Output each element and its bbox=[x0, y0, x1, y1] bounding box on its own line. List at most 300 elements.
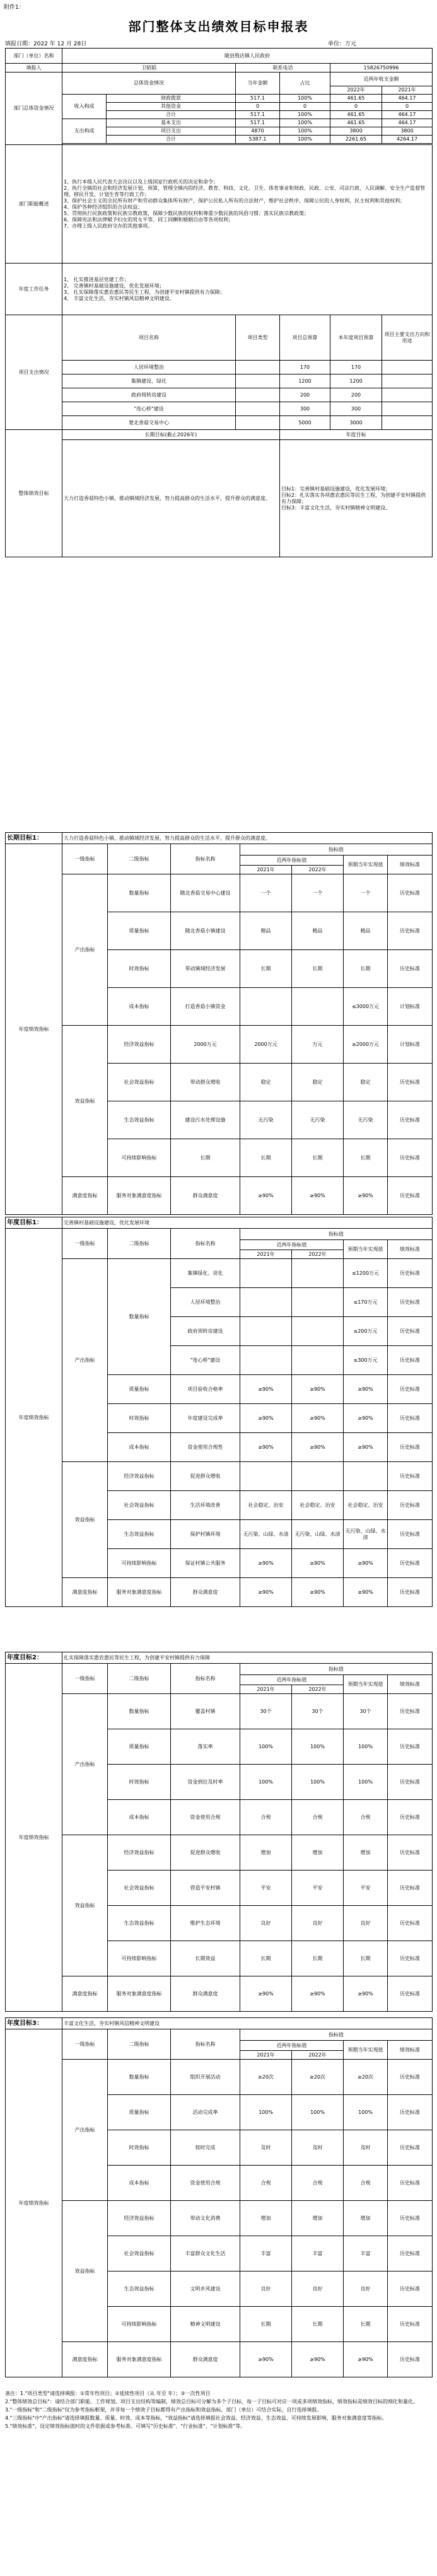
indicator-expected: ≥90% bbox=[344, 1578, 388, 1607]
indicator-name: 随北香菇交易中心建设 bbox=[171, 874, 240, 912]
indicator-expected: 无污染、山绿、水清 bbox=[344, 1520, 388, 1549]
indicator-value-2022: 及时 bbox=[292, 2130, 344, 2166]
header-target-value: 指标值 bbox=[240, 1664, 433, 1675]
indicator-expected: 一个 bbox=[344, 874, 388, 912]
project-year-budget: 200 bbox=[330, 388, 382, 402]
indicator-value-2021: 良好 bbox=[240, 2271, 292, 2307]
indicator-name: 2000万元 bbox=[171, 1026, 240, 1064]
indicator-value-2022: ≥90% bbox=[292, 1433, 344, 1462]
indicator-name: 年度建设完成率 bbox=[171, 1404, 240, 1433]
indicator-name: "连心桥"建设 bbox=[171, 1346, 240, 1375]
note-line: 备注：1."项目类型"请选择填报：①常年性项目；②延续性项目（从 年至 年）；③一次性项目 bbox=[5, 2391, 211, 2396]
indicator-value-2021: 社会稳定、治安 bbox=[240, 1491, 292, 1520]
indicator-value-2022: 良好 bbox=[292, 1906, 344, 1941]
indicator-expected: 增加 bbox=[344, 2201, 388, 2236]
indicator-standard: 历史标准 bbox=[388, 1101, 433, 1139]
indicator-value-2022: ≥20次 bbox=[292, 2060, 344, 2095]
indicator-value-2022: ≥90% bbox=[292, 2342, 344, 2377]
indicator-expected: ≤300万元 bbox=[344, 1346, 388, 1375]
income-row-name: 财政拨款 bbox=[107, 95, 236, 103]
project-name: 政府周转房建设 bbox=[62, 388, 236, 402]
indicator-level2: 社会效益指标 bbox=[108, 1871, 171, 1906]
indicator-value-2022: 增加 bbox=[292, 1835, 344, 1871]
project-type bbox=[236, 361, 280, 374]
project-detail bbox=[382, 388, 433, 402]
indicator-value-2021: ≥90% bbox=[240, 2342, 292, 2377]
indicator-value-2022: 稳定 bbox=[292, 1064, 344, 1101]
indicator-level2: 社会效益指标 bbox=[108, 2236, 171, 2271]
project-detail bbox=[382, 402, 433, 416]
indicator-level2: 可持续影响指标 bbox=[108, 2307, 171, 2342]
overview-year-2021: 2021年 bbox=[382, 86, 433, 95]
indicator-expected: ≥90% bbox=[344, 1375, 388, 1404]
indicator-level2: 成本指标 bbox=[108, 988, 171, 1026]
fill-date: 填报日期：2022 年 12 月 28日 bbox=[5, 41, 87, 47]
project-name: "连心桥"建设 bbox=[62, 402, 236, 416]
indicator-level1: 效益指标 bbox=[62, 1026, 108, 1177]
indicator-value-2021: ≥90% bbox=[240, 1177, 292, 1215]
expense-row-2021: 4264.17 bbox=[382, 136, 433, 144]
indicator-expected: 长期 bbox=[344, 950, 388, 988]
indicator-level2: 服务对象满意度指标 bbox=[108, 2342, 171, 2377]
page-title: 部门整体支出绩效目标申报表 bbox=[128, 19, 309, 34]
indicator-level2: 服务对象满意度指标 bbox=[108, 1177, 171, 1215]
indicator-standard: 历史标准 bbox=[388, 1800, 433, 1835]
indicator-standard: 历史标准 bbox=[388, 1288, 433, 1317]
indicator-value-2022: 万元 bbox=[292, 1026, 344, 1064]
project-year-budget: 3000 bbox=[330, 416, 382, 430]
indicator-value-2022: 长期 bbox=[292, 1139, 344, 1177]
filler-label: 填报人 bbox=[6, 64, 62, 73]
indicator-standard: 历史标准 bbox=[388, 2166, 433, 2201]
overview-col2: 当年金额 bbox=[236, 73, 280, 95]
header-target-value: 指标值 bbox=[240, 844, 433, 856]
header-level1: 一级指标 bbox=[62, 1229, 108, 1259]
indicator-name: 资金使用合规 bbox=[171, 2166, 240, 2201]
indicator-value-2021 bbox=[240, 988, 292, 1026]
indicator-standard: 历史标准 bbox=[388, 1346, 433, 1375]
dept-name-label: 部门（单位）名称 bbox=[6, 49, 62, 64]
overview-col1: 总体资金情况 bbox=[62, 73, 236, 95]
indicator-row bbox=[6, 2342, 433, 2377]
indicator-row bbox=[6, 1694, 433, 1729]
indicator-name: 资金到位及时率 bbox=[171, 1765, 240, 1800]
header-recent-two: 近两年指标值 bbox=[240, 1675, 344, 1685]
block-side-label: 年度绩效指标 bbox=[6, 1664, 62, 2012]
indicator-name: 集镇绿化、亮化 bbox=[171, 1259, 240, 1288]
indicator-standard: 计划标准 bbox=[388, 988, 433, 1026]
indicator-level1: 产出指标 bbox=[62, 1694, 108, 1835]
indicator-name: 建设污水处理设施 bbox=[171, 1101, 240, 1139]
header-recent-two: 近两年指标值 bbox=[240, 1240, 344, 1250]
note-line: 2."整体绩效总目标"：请结合部门职能、工作规划、项目支出结构等编制，绩效总目标可分解为多个子目标，每一子目标可对应一项或多项绩效指标，绩效指标是绩效目标的细化和量化。 bbox=[5, 2399, 418, 2405]
indicator-value-2021: ≥90% bbox=[240, 1404, 292, 1433]
indicator-expected: 100% bbox=[344, 1729, 388, 1765]
header-level3: 指标名称 bbox=[171, 2029, 240, 2060]
block-side-label: 年度绩效指标 bbox=[6, 1229, 62, 1607]
indicator-value-2021 bbox=[240, 1259, 292, 1288]
indicator-name: 保护村镇环境 bbox=[171, 1520, 240, 1549]
block-side-label: 年度绩效指标 bbox=[6, 2029, 62, 2377]
indicator-level1: 满意度指标 bbox=[62, 1177, 108, 1215]
project-type bbox=[236, 388, 280, 402]
indicator-standard: 历史标准 bbox=[388, 1317, 433, 1346]
block-year2-table bbox=[5, 1652, 433, 2012]
task-item: 4、 丰富文化生活，夯实村镇风信精神文明建设。 bbox=[64, 295, 175, 301]
income-row-2021: 464.17 bbox=[382, 95, 433, 103]
indicator-level2: 社会效益指标 bbox=[108, 1064, 171, 1101]
indicator-standard: 历史标准 bbox=[388, 2342, 433, 2377]
indicator-level2: 时效指标 bbox=[108, 2130, 171, 2166]
duty-item: 7、办理上级人民政府交办的其他事项。 bbox=[64, 223, 153, 229]
indicator-name: 生活环境改善 bbox=[171, 1491, 240, 1520]
indicator-expected: 稳定 bbox=[344, 1064, 388, 1101]
indicator-value-2021: 2000万元 bbox=[240, 1026, 292, 1064]
indicator-value-2021: ≥90% bbox=[240, 1433, 292, 1462]
duty-item: 5、贯彻执行民族政策和民族宗教政策，保障少数民族的权利和尊重少数民族的风俗习惯；落实民族宗教政策； bbox=[64, 210, 310, 216]
indicator-value-2021: 长期 bbox=[240, 1941, 292, 1976]
overview-col4: 近两年收支金额 bbox=[330, 73, 433, 86]
indicator-standard: 历史标准 bbox=[388, 1259, 433, 1288]
indicator-level2: 数量指标 bbox=[108, 1259, 171, 1375]
indicator-level2: 生态效益指标 bbox=[108, 1906, 171, 1941]
expense-row-ratio: 100% bbox=[280, 127, 330, 136]
indicator-expected: ≥90% bbox=[344, 1177, 388, 1215]
indicator-value-2022 bbox=[292, 988, 344, 1026]
income-row-amount: 517.1 bbox=[236, 111, 280, 119]
project-budget: 170 bbox=[280, 361, 330, 374]
indicator-standard: 历史标准 bbox=[388, 1729, 433, 1765]
indicator-name: 资金使用合规性 bbox=[171, 1433, 240, 1462]
duty-item: 4、保护各种经济组织的合法权益； bbox=[64, 204, 143, 210]
indicator-standard: 历史标准 bbox=[388, 1433, 433, 1462]
indicator-name: 按时完成 bbox=[171, 2130, 240, 2166]
indicator-level1: 满意度指标 bbox=[62, 2342, 108, 2377]
annual-header: 年度目标 bbox=[280, 430, 433, 440]
task-item: 1、 扎实推进基层党建工作； bbox=[64, 276, 129, 282]
indicator-name: 带动镇域经济发展 bbox=[171, 950, 240, 988]
header-year-2022: 2022年 bbox=[292, 1685, 344, 1694]
indicator-expected: 良好 bbox=[344, 1906, 388, 1941]
header-level3: 指标名称 bbox=[171, 1664, 240, 1694]
phone-label: 联系电话 bbox=[236, 64, 330, 73]
expense-row-name: 合计 bbox=[107, 136, 236, 144]
indicator-value-2022: 长期 bbox=[292, 2307, 344, 2342]
indicator-standard: 历史标准 bbox=[388, 1694, 433, 1729]
expense-row-amount: 5387.1 bbox=[236, 136, 280, 144]
indicator-level2: 可持续影响指标 bbox=[108, 1139, 171, 1177]
project-budget: 300 bbox=[280, 402, 330, 416]
block-description: 大力打造香菇特色小镇，推动镇域经济发展，努力提高群众的生活水平，提升群众的满意度。 bbox=[62, 833, 433, 844]
indicator-name: 群众满意度 bbox=[171, 2342, 240, 2377]
income-row-2022: 461.65 bbox=[330, 95, 382, 103]
indicator-name: 组织开展活动 bbox=[171, 2060, 240, 2095]
indicator-standard: 历史标准 bbox=[388, 1139, 433, 1177]
duty-item: 2、执行全镇的社会和经济发展计划、预算，管理全镇内的经济、教育、科技、文化、卫生、体育事业和财政、民政、公安、司法行政、人民调解、安全生产监督管理、移民开发、计划生育等行政工作； bbox=[64, 185, 426, 197]
indicator-level2: 服务对象满意度指标 bbox=[108, 1578, 171, 1607]
indicator-expected: 及时 bbox=[344, 2130, 388, 2166]
indicator-value-2022: 100% bbox=[292, 1765, 344, 1800]
indicator-value-2022 bbox=[292, 1259, 344, 1288]
indicator-name: 文明乡风建设 bbox=[171, 2271, 240, 2307]
indicator-value-2021 bbox=[240, 1288, 292, 1317]
project-budget: 200 bbox=[280, 388, 330, 402]
indicator-level2: 时效指标 bbox=[108, 950, 171, 988]
indicator-value-2021: 30个 bbox=[240, 1694, 292, 1729]
expense-row-amount: 517.1 bbox=[236, 119, 280, 127]
duty-item: 1、执行本级人民代表大会决议以及上级国家行政机关的决定和命令； bbox=[64, 178, 219, 185]
project-detail bbox=[382, 361, 433, 374]
indicator-value-2021: 平安 bbox=[240, 1871, 292, 1906]
indicator-value-2021: 稳定 bbox=[240, 1064, 292, 1101]
project-detail bbox=[382, 374, 433, 388]
indicator-level2: 经济效益指标 bbox=[108, 1835, 171, 1871]
indicator-expected bbox=[344, 1462, 388, 1491]
indicator-level1: 产出指标 bbox=[62, 1259, 108, 1462]
indicator-expected: 合规 bbox=[344, 2166, 388, 2201]
overview-year-2022: 2022年 bbox=[330, 86, 382, 95]
indicator-value-2021: 及时 bbox=[240, 2130, 292, 2166]
indicator-expected: 丰富 bbox=[344, 2236, 388, 2271]
indicator-standard: 历史标准 bbox=[388, 2095, 433, 2130]
indicator-value-2022: 30个 bbox=[292, 1694, 344, 1729]
projects-header-year-budget: 本年度项目预算 bbox=[330, 315, 382, 361]
indicator-value-2021: 无污染 bbox=[240, 1101, 292, 1139]
task-item: 2、 完善镇村基础设施建设，优化发展环境； bbox=[64, 282, 165, 289]
income-label: 收入构成 bbox=[62, 95, 107, 119]
projects-header-detail: 项目主要支出方向和用途 bbox=[382, 315, 433, 361]
indicator-expected: 平安 bbox=[344, 1871, 388, 1906]
indicator-name: 丰富群众文化生活 bbox=[171, 2236, 240, 2271]
indicator-standard: 历史标准 bbox=[388, 2060, 433, 2095]
income-row-name: 合计 bbox=[107, 111, 236, 119]
income-row-amount: 517.1 bbox=[236, 95, 280, 103]
indicator-level2: 可持续影响指标 bbox=[108, 1549, 171, 1578]
indicator-name: 随北香菇小镇建设 bbox=[171, 912, 240, 950]
block-description: 完善镇村基础设施建设，优化发展环境 bbox=[62, 1217, 433, 1229]
indicator-expected: 增加 bbox=[344, 1835, 388, 1871]
indicator-level2: 数量指标 bbox=[108, 2060, 171, 2095]
header-year-2022: 2022年 bbox=[292, 1250, 344, 1259]
header-expected: 预期当年实现值 bbox=[344, 1675, 388, 1694]
indicator-value-2021: ≥20次 bbox=[240, 2060, 292, 2095]
project-budget: 5000 bbox=[280, 416, 330, 430]
indicator-value-2022: 精品 bbox=[292, 912, 344, 950]
indicator-name: 覆盖村镇 bbox=[171, 1694, 240, 1729]
indicator-expected: ≤3000万元 bbox=[344, 988, 388, 1026]
indicator-value-2021: 长期 bbox=[240, 950, 292, 988]
income-row-2021: 464.17 bbox=[382, 111, 433, 119]
indicator-level2: 时效指标 bbox=[108, 1404, 171, 1433]
indicator-name: 带动群众增收 bbox=[171, 1064, 240, 1101]
indicator-level2: 时效指标 bbox=[108, 1765, 171, 1800]
indicator-level1: 效益指标 bbox=[62, 1462, 108, 1578]
indicator-name: 资金使用合规 bbox=[171, 1800, 240, 1835]
indicator-value-2022: 100% bbox=[292, 1729, 344, 1765]
indicator-standard: 历史标准 bbox=[388, 1520, 433, 1549]
indicator-value-2021: 长期 bbox=[240, 1139, 292, 1177]
indicator-expected: 长期 bbox=[344, 2307, 388, 2342]
indicator-expected: 长期 bbox=[344, 1941, 388, 1976]
expense-row-2022: 3800 bbox=[330, 127, 382, 136]
indicator-standard: 历史标准 bbox=[388, 1941, 433, 1976]
expense-label: 支出构成 bbox=[62, 119, 107, 144]
header-standard: 绩效标准 bbox=[388, 1240, 433, 1259]
indicator-standard: 历史标准 bbox=[388, 1835, 433, 1871]
indicator-expected: 合规 bbox=[344, 1800, 388, 1835]
projects-header-name: 项目名称 bbox=[62, 315, 236, 361]
block-description: 丰富文化生活，夯实村镇风信精神文明建设 bbox=[62, 2018, 433, 2029]
header-year-2021: 2021年 bbox=[240, 866, 292, 874]
project-year-budget: 1200 bbox=[330, 374, 382, 388]
header-expected: 预期当年实现值 bbox=[344, 2041, 388, 2060]
header-level3: 指标名称 bbox=[171, 1229, 240, 1259]
income-row-2021: 0 bbox=[382, 103, 433, 111]
indicator-expected: 30个 bbox=[344, 1694, 388, 1729]
block-description: 扎实保障落实惠农惠民等民生工程，为创建平安村镇提供有力保障 bbox=[62, 1652, 433, 1664]
indicator-standard: 历史标准 bbox=[388, 2271, 433, 2307]
indicator-level2: 数量指标 bbox=[108, 1694, 171, 1729]
overview-label: 部门总体资金情况 bbox=[6, 73, 62, 145]
header-recent-two: 近两年指标值 bbox=[240, 2041, 344, 2051]
duties-content bbox=[62, 145, 433, 264]
indicator-value-2022: 丰富 bbox=[292, 2236, 344, 2271]
project-name: 楚北香菇交易中心 bbox=[62, 416, 236, 430]
indicator-standard: 历史标准 bbox=[388, 2130, 433, 2166]
indicator-row bbox=[6, 1578, 433, 1607]
indicator-value-2021: 一个 bbox=[240, 874, 292, 912]
indicator-expected: ≥90% bbox=[344, 1433, 388, 1462]
expense-row-amount: 4870 bbox=[236, 127, 280, 136]
indicator-level2: 质量指标 bbox=[108, 1375, 171, 1404]
indicator-expected: 100% bbox=[344, 2095, 388, 2130]
indicator-value-2022: 平安 bbox=[292, 1871, 344, 1906]
indicator-value-2022: 无污染、山绿、水清 bbox=[292, 1520, 344, 1549]
indicator-value-2021: 增加 bbox=[240, 2201, 292, 2236]
indicator-standard: 历史标准 bbox=[388, 1549, 433, 1578]
indicator-value-2022: 合规 bbox=[292, 1800, 344, 1835]
header-year-2022: 2022年 bbox=[292, 2051, 344, 2060]
indicator-value-2021 bbox=[240, 1462, 292, 1491]
indicator-value-2022: 长期 bbox=[292, 1941, 344, 1976]
indicator-name: 项目验收合格率 bbox=[171, 1375, 240, 1404]
income-row-2022: 0 bbox=[330, 103, 382, 111]
expense-row-2021: 3800 bbox=[382, 127, 433, 136]
header-level3: 指标名称 bbox=[171, 844, 240, 874]
header-level2: 二级指标 bbox=[108, 1664, 171, 1694]
task-item: 3、 扎实保障落实惠农惠民等民生工程，为创建平安村镇提供有力保障； bbox=[64, 289, 225, 295]
header-recent-two: 近两年指标值 bbox=[240, 856, 344, 866]
block-year3-table bbox=[5, 2017, 433, 2377]
tasks-content bbox=[62, 264, 433, 315]
block-longterm-table bbox=[5, 832, 433, 1215]
indicator-standard: 历史标准 bbox=[388, 1462, 433, 1491]
indicator-expected: ≤170万元 bbox=[344, 1288, 388, 1317]
indicator-value-2022: ≥90% bbox=[292, 1549, 344, 1578]
indicator-level2: 质量指标 bbox=[108, 2095, 171, 2130]
indicator-row bbox=[6, 1835, 433, 1871]
expense-row-name: 基本支出 bbox=[107, 119, 236, 127]
indicator-level1: 产出指标 bbox=[62, 2060, 108, 2201]
indicator-level2: 经济效益指标 bbox=[108, 1026, 171, 1064]
indicator-expected: ≥90% bbox=[344, 1976, 388, 2012]
indicator-value-2022 bbox=[292, 1317, 344, 1346]
indicator-name: 保证村镇公共服务 bbox=[171, 1549, 240, 1578]
header-level1: 一级指标 bbox=[62, 1664, 108, 1694]
indicator-level2: 经济效益指标 bbox=[108, 1462, 171, 1491]
annual-goal-text: 目标1：完善镇村基础设施建设，优化发展环境； 目标2：扎实落实各项惠农惠民等民生工程，为创建平安村镇提供有力保障； 目标3：丰富文化生活，夯实村镇精神文明建设。 bbox=[280, 440, 433, 557]
header-level2: 二级指标 bbox=[108, 1229, 171, 1259]
project-type bbox=[236, 402, 280, 416]
indicator-expected: 无污染 bbox=[344, 1101, 388, 1139]
indicator-standard: 历史标准 bbox=[388, 1177, 433, 1215]
indicator-standard: 计划标准 bbox=[388, 1026, 433, 1064]
indicator-value-2021: 良好 bbox=[240, 1906, 292, 1941]
indicator-standard: 历史标准 bbox=[388, 1976, 433, 2012]
indicator-standard: 历史标准 bbox=[388, 2201, 433, 2236]
indicator-value-2022 bbox=[292, 1288, 344, 1317]
indicator-value-2022: 长期 bbox=[292, 950, 344, 988]
header-year-2021: 2021年 bbox=[240, 2051, 292, 2060]
income-row-ratio: 0 bbox=[280, 103, 330, 111]
indicator-value-2021: ≥90% bbox=[240, 1578, 292, 1607]
duty-item: 3、保护社会主义的全民所有财产和劳动群众集体所有财产，保护公民私人所有的合法财产，维护社会秩序，保障公民的人身权利、民主权利和其他权利； bbox=[64, 197, 405, 204]
indicator-value-2021: ≥90% bbox=[240, 1549, 292, 1578]
block-title: 长期目标1： bbox=[6, 833, 62, 844]
indicator-level2: 生态效益指标 bbox=[108, 1520, 171, 1549]
expense-row-name: 项目支出 bbox=[107, 127, 236, 136]
projects-header-budget: 项目总预算 bbox=[280, 315, 330, 361]
expense-row-ratio: 100% bbox=[280, 136, 330, 144]
indicator-level2: 可持续影响指标 bbox=[108, 1941, 171, 1976]
goals-label: 整体绩效目标 bbox=[6, 430, 62, 557]
indicator-standard: 历史标准 bbox=[388, 1375, 433, 1404]
indicator-level1: 满意度指标 bbox=[62, 1976, 108, 2012]
indicator-row bbox=[6, 1976, 433, 2012]
long-term-header: 长期目标(截止2026年) bbox=[62, 430, 280, 440]
indicator-name: 政府周转房建设 bbox=[171, 1317, 240, 1346]
header-level1: 一级指标 bbox=[62, 2029, 108, 2060]
header-year-2021: 2021年 bbox=[240, 1685, 292, 1694]
project-type bbox=[236, 374, 280, 388]
indicator-name: 促进群众增收 bbox=[171, 1462, 240, 1491]
indicator-expected: 良好 bbox=[344, 2271, 388, 2307]
indicator-expected: ≥20次 bbox=[344, 2060, 388, 2095]
indicator-standard: 历史标准 bbox=[388, 950, 433, 988]
overview-col3: 占比 bbox=[280, 73, 330, 95]
indicator-standard: 历史标准 bbox=[388, 2236, 433, 2271]
indicator-expected: ≥90% bbox=[344, 1404, 388, 1433]
indicator-name: 长期 bbox=[171, 1139, 240, 1177]
indicator-level1: 产出指标 bbox=[62, 874, 108, 1026]
block-side-label: 年度绩效指标 bbox=[6, 844, 62, 1215]
expense-row-2022: 2261.65 bbox=[330, 136, 382, 144]
indicator-expected: 社会稳定、治安 bbox=[344, 1491, 388, 1520]
project-year-budget: 300 bbox=[330, 402, 382, 416]
header-level2: 二级指标 bbox=[108, 2029, 171, 2060]
indicator-value-2022: 良好 bbox=[292, 2271, 344, 2307]
projects-label: 项目支出情况 bbox=[6, 315, 62, 430]
indicator-value-2021: 丰富 bbox=[240, 2236, 292, 2271]
income-row-name: 其他资金 bbox=[107, 103, 236, 111]
indicator-name: 活动完成率 bbox=[171, 2095, 240, 2130]
indicator-value-2022: 社会稳定、治安 bbox=[292, 1491, 344, 1520]
project-type bbox=[236, 416, 280, 430]
indicator-value-2021: 100% bbox=[240, 2095, 292, 2130]
indicator-name: 精神文明建设 bbox=[171, 2307, 240, 2342]
indicator-row bbox=[6, 2060, 433, 2095]
project-budget: 1200 bbox=[280, 374, 330, 388]
